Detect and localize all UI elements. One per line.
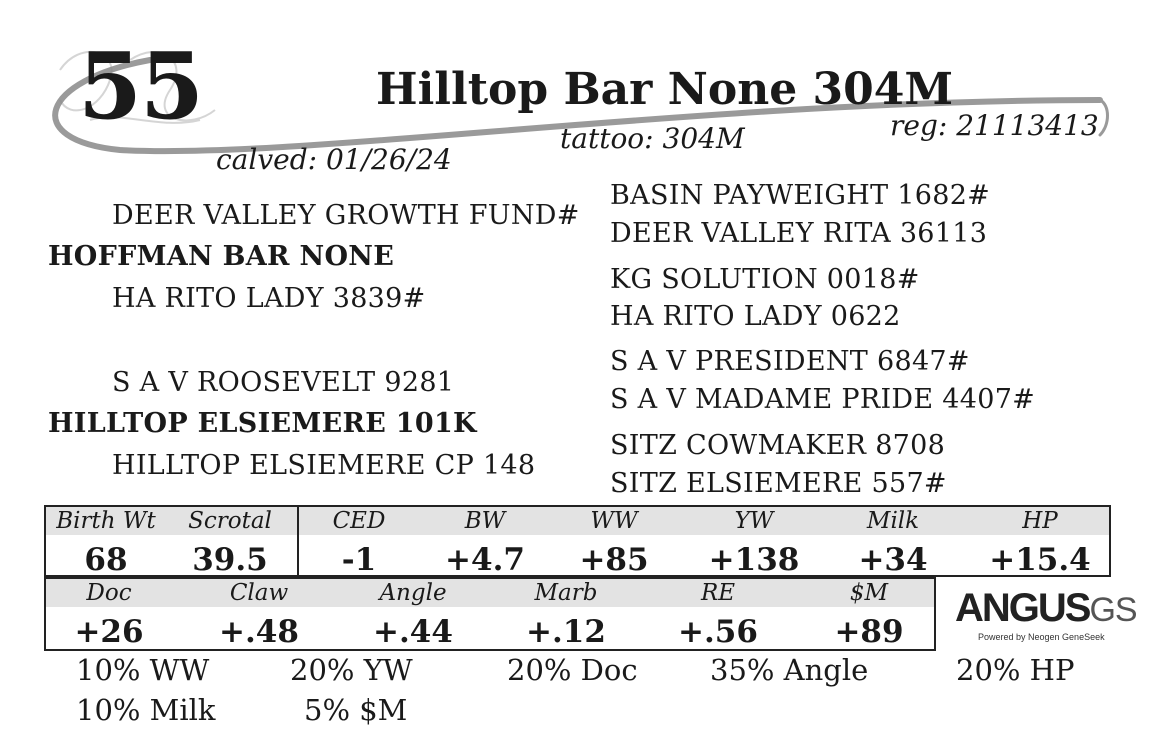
epd-value-angle: +.44 bbox=[373, 614, 453, 650]
actual-value-scrotal: 39.5 bbox=[192, 542, 268, 578]
epd-label-bw: BW bbox=[464, 508, 506, 534]
epd-table-row2 bbox=[44, 577, 936, 651]
registration-number: reg: 21113413 bbox=[890, 109, 1099, 142]
index-weight: 5% $M bbox=[304, 693, 408, 727]
pedigree-ancestor: HA RITO LADY 0622 bbox=[610, 301, 901, 332]
index-weight: 20% YW bbox=[290, 653, 413, 687]
epd-label-claw: Claw bbox=[229, 580, 289, 606]
epd-value-hp: +15.4 bbox=[989, 542, 1091, 578]
dam-sire: S A V ROOSEVELT 9281 bbox=[112, 367, 455, 398]
logo-brand: ANGUS bbox=[955, 586, 1090, 630]
epd-value-yw: +138 bbox=[708, 542, 800, 578]
pedigree-ancestor: BASIN PAYWEIGHT 1682# bbox=[610, 180, 991, 211]
calved-date: calved: 01/26/24 bbox=[216, 143, 452, 176]
epd-label-yw: YW bbox=[734, 508, 774, 534]
epd-label-re: RE bbox=[700, 580, 736, 606]
epd-value-ced: -1 bbox=[341, 542, 377, 578]
epd-label-ww: WW bbox=[590, 508, 638, 534]
epd-label-angle: Angle bbox=[379, 580, 447, 606]
epd-label-milk: Milk bbox=[866, 508, 920, 534]
actual-label-scrotal: Scrotal bbox=[188, 508, 272, 534]
epd-label-doc: Doc bbox=[86, 580, 132, 606]
lot-number: 55 bbox=[78, 32, 203, 140]
logo-suffix: GS bbox=[1089, 591, 1137, 629]
index-weight: 10% WW bbox=[76, 653, 210, 687]
index-weight: 20% Doc bbox=[507, 653, 638, 687]
epd-value-m: +89 bbox=[834, 614, 904, 650]
tattoo-label: tattoo: 304M bbox=[560, 122, 745, 155]
dam: HILLTOP ELSIEMERE 101K bbox=[48, 408, 477, 439]
pedigree-ancestor: DEER VALLEY RITA 36113 bbox=[610, 218, 988, 249]
sire-dam: HA RITO LADY 3839# bbox=[112, 283, 426, 314]
sire-sire: DEER VALLEY GROWTH FUND# bbox=[112, 200, 580, 231]
pedigree-ancestor: S A V PRESIDENT 6847# bbox=[610, 346, 970, 377]
index-weight: 10% Milk bbox=[76, 693, 216, 727]
pedigree-ancestor: SITZ COWMAKER 8708 bbox=[610, 430, 946, 461]
epd-label-ced: CED bbox=[332, 508, 386, 534]
epd-value-bw: +4.7 bbox=[445, 542, 525, 578]
pedigree-ancestor: S A V MADAME PRIDE 4407# bbox=[610, 384, 1036, 415]
table-divider bbox=[297, 507, 299, 575]
actual-label-birth-wt: Birth Wt bbox=[56, 508, 156, 534]
actual-value-birth-wt: 68 bbox=[84, 542, 128, 578]
epd-value-marb: +.12 bbox=[526, 614, 606, 650]
epd-label-m: $M bbox=[849, 580, 889, 606]
sire: HOFFMAN BAR NONE bbox=[48, 241, 395, 272]
epd-label-marb: Marb bbox=[534, 580, 598, 606]
logo-tagline: Powered by Neogen GeneSeek bbox=[978, 632, 1105, 642]
pedigree-ancestor: SITZ ELSIEMERE 557# bbox=[610, 468, 947, 499]
index-weight: 35% Angle bbox=[710, 653, 869, 687]
angus-gs-logo bbox=[955, 588, 1137, 628]
index-weight: 20% HP bbox=[956, 653, 1075, 687]
epd-table-row1 bbox=[44, 505, 1111, 577]
epd-value-doc: +26 bbox=[74, 614, 144, 650]
dam-dam: HILLTOP ELSIEMERE CP 148 bbox=[112, 450, 536, 481]
epd-value-ww: +85 bbox=[579, 542, 649, 578]
epd-label-hp: HP bbox=[1022, 508, 1058, 534]
animal-name: Hilltop Bar None 304M bbox=[376, 64, 954, 115]
pedigree-ancestor: KG SOLUTION 0018# bbox=[610, 264, 920, 295]
epd-value-claw: +.48 bbox=[219, 614, 299, 650]
epd-value-milk: +34 bbox=[858, 542, 928, 578]
epd-value-re: +.56 bbox=[678, 614, 758, 650]
